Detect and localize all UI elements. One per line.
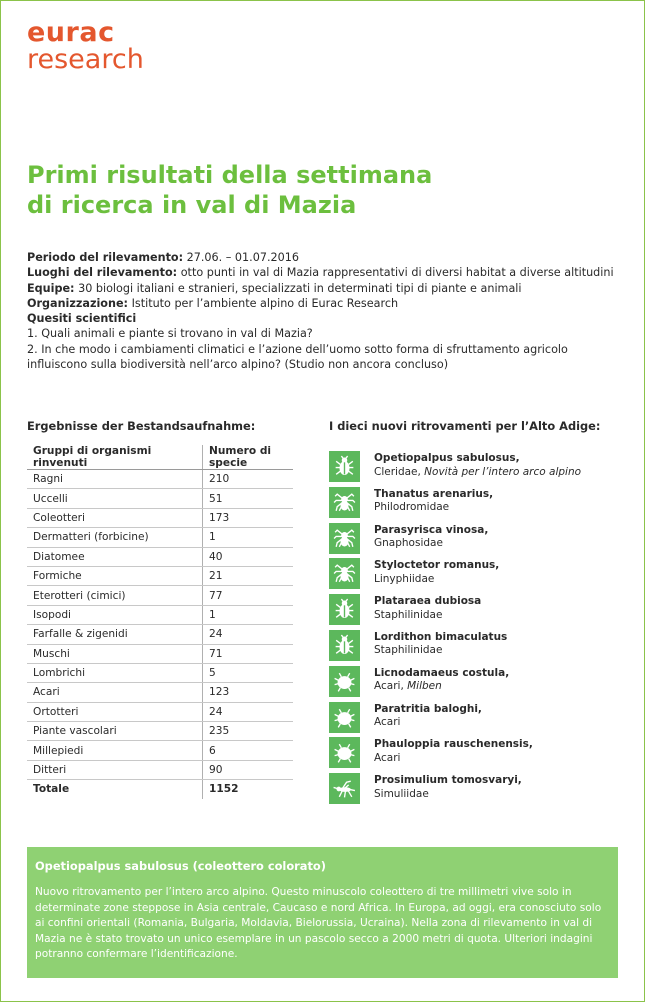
table-row	[27, 760, 293, 779]
group-cell: Lombrichi	[27, 663, 203, 682]
title-line-2: di ricerca in val di Mazia	[27, 191, 357, 219]
find-text	[374, 773, 522, 801]
equipe-label: Equipe:	[27, 281, 75, 295]
mite-icon	[329, 737, 360, 768]
logo-line-1: eurac	[27, 17, 115, 48]
count-cell: 6	[203, 741, 294, 760]
species-name: Thanatus arenarius,	[374, 487, 494, 500]
col-header-group: Gruppi di organismi rinvenuti	[27, 445, 203, 470]
group-cell: Acari	[27, 683, 203, 702]
find-text	[374, 487, 493, 515]
table-row	[27, 470, 293, 489]
survey-info	[27, 250, 622, 372]
group-cell: Piante vascolari	[27, 722, 203, 741]
count-cell: 77	[203, 586, 294, 605]
count-cell: 71	[203, 644, 294, 663]
page-title	[27, 160, 587, 220]
spider-icon	[329, 523, 360, 554]
find-text	[374, 523, 488, 551]
info-organizzazione	[27, 296, 622, 311]
group-cell: Uccelli	[27, 489, 203, 508]
count-cell: 1	[203, 605, 294, 624]
mite-icon	[329, 666, 360, 697]
species-note: Novità per l’intero arco alpino	[420, 465, 582, 478]
species-name: Opetiopalpus sabulosus,	[374, 452, 520, 464]
group-cell: Eterotteri (cimici)	[27, 586, 203, 605]
table-header-row	[27, 445, 293, 470]
org-value: Istituto per l’ambiente alpino di Eurac Research	[128, 296, 399, 310]
luoghi-label: Luoghi del rilevamento:	[27, 266, 178, 280]
table-row	[27, 683, 293, 702]
table-row	[27, 663, 293, 682]
info-luoghi	[27, 265, 622, 280]
table-row	[27, 722, 293, 741]
find-text	[374, 630, 507, 658]
table-row	[27, 644, 293, 663]
total-label: Totale	[33, 783, 70, 796]
table-row	[27, 625, 293, 644]
species-table-body	[27, 470, 293, 799]
species-family: Acari,	[374, 680, 404, 693]
highlight-text: Nuovo ritrovamento per l’intero arco alpino. Questo minuscolo coleottero di tre millimetri vive solo in determinate zone steppose in Asia centrale, Caucaso e nord Africa. In Europa, ad oggi, era conosciuto solo ai confini orientali (Romania, Bulgaria, Moldavia, Bielorussia, Ucraina). Nella zona di rilevamento in val di Mazia ne è stato trovato un unico esemplare in un pascolo secco a 2000 metri di quota. Ulteriori indagini potranno confermare l’identificazione.	[35, 886, 602, 961]
table-row	[27, 547, 293, 566]
species-family-line	[374, 680, 509, 694]
species-family: Staphilinidae	[374, 608, 443, 621]
new-finds-list	[329, 451, 619, 809]
spider-icon	[329, 487, 360, 518]
count-cell: 5	[203, 663, 294, 682]
group-cell: Ortotteri	[27, 702, 203, 721]
species-name: Prosimulium tomosvaryi,	[374, 774, 522, 787]
find-item	[329, 451, 619, 487]
species-table	[27, 445, 293, 799]
find-item	[329, 702, 619, 738]
spider-icon	[329, 558, 360, 589]
find-item	[329, 594, 619, 630]
group-cell: Formiche	[27, 566, 203, 585]
species-family-line	[374, 609, 481, 623]
find-item	[329, 487, 619, 523]
group-cell: Dermatteri (forbicine)	[27, 528, 203, 547]
count-cell: 173	[203, 508, 294, 527]
eurac-logo	[27, 17, 144, 75]
species-family: Philodromidae	[374, 501, 450, 514]
find-text	[374, 558, 499, 586]
find-item	[329, 558, 619, 594]
find-item	[329, 523, 619, 559]
find-text	[374, 737, 533, 765]
group-cell: Muschi	[27, 644, 203, 663]
periodo-label: Periodo del rilevamento:	[27, 251, 184, 264]
org-label: Organizzazione:	[27, 296, 129, 310]
species-family-line	[374, 752, 533, 766]
table-row	[27, 489, 293, 508]
table-row	[27, 508, 293, 527]
species-family-line	[374, 573, 499, 587]
table-row	[27, 702, 293, 721]
count-cell: 210	[203, 470, 294, 489]
col-header-count: Numero di specie	[203, 445, 294, 470]
species-name: Parasyrisca vinosa,	[374, 523, 489, 536]
count-cell: 51	[203, 489, 294, 508]
count-cell: 1	[203, 528, 294, 547]
total-row	[27, 780, 293, 799]
title-line-1: Primi risultati della settimana	[27, 161, 433, 189]
species-family: Linyphiidae	[374, 572, 435, 585]
count-cell: 21	[203, 566, 294, 585]
species-family: Gnaphosidae	[374, 537, 443, 550]
results-heading: Ergebnisse der Bestandsaufnahme:	[27, 419, 256, 433]
total-value: 1152	[203, 780, 294, 799]
species-name: Phauloppia rauschenensis,	[374, 738, 533, 751]
find-item	[329, 773, 619, 809]
info-periodo	[27, 250, 622, 265]
count-cell: 40	[203, 547, 294, 566]
find-text	[374, 451, 581, 479]
mosquito-icon	[329, 773, 360, 804]
species-name: Styloctetor romanus,	[374, 559, 500, 572]
mite-icon	[329, 702, 360, 733]
count-cell: 90	[203, 760, 294, 779]
group-cell: Diatomee	[27, 547, 203, 566]
find-item	[329, 666, 619, 702]
count-cell: 24	[203, 625, 294, 644]
species-family-line	[374, 501, 493, 515]
highlight-box	[27, 847, 618, 978]
find-item	[329, 737, 619, 773]
quesiti-label: Quesiti scientifici	[27, 312, 137, 326]
species-family-line	[374, 788, 522, 802]
species-note: Milben	[403, 680, 442, 693]
species-family: Cleridae,	[374, 465, 421, 478]
find-text	[374, 666, 509, 694]
species-name: Licnodamaeus costula,	[374, 666, 510, 679]
logo-line-2: research	[27, 44, 144, 75]
species-family: Simuliidae	[374, 787, 429, 800]
table-row	[27, 528, 293, 547]
find-text	[374, 594, 481, 622]
table-row	[27, 586, 293, 605]
species-family-line	[374, 537, 488, 551]
species-family-line	[374, 466, 581, 480]
question-2: 2. In che modo i cambiamenti climatici e l’azione dell’uomo sotto forma di sfruttamento agricolo influiscono sulla biodiversità nell’arco alpino? (Studio non ancora concluso)	[27, 342, 568, 372]
count-cell: 235	[203, 722, 294, 741]
group-cell: Coleotteri	[27, 508, 203, 527]
table-row	[27, 605, 293, 624]
species-name: Paratritia baloghi,	[374, 702, 482, 715]
finds-heading: I dieci nuovi ritrovamenti per l’Alto Adige:	[329, 419, 601, 433]
info-quesiti	[27, 311, 622, 326]
luoghi-value: otto punti in val di Mazia rappresentativi di diversi habitat a diverse altitudini	[177, 266, 614, 280]
species-family: Acari	[374, 751, 401, 764]
question-1: 1. Quali animali e piante si trovano in val di Mazia?	[27, 327, 313, 341]
group-cell: Millepiedi	[27, 741, 203, 760]
highlight-title: Opetiopalpus sabulosus (coleottero colorato)	[35, 859, 326, 873]
species-family-line	[374, 644, 507, 658]
table-row	[27, 566, 293, 585]
group-cell: Ragni	[27, 470, 203, 489]
beetle-icon	[329, 451, 360, 482]
species-family-line	[374, 716, 482, 730]
count-cell: 123	[203, 683, 294, 702]
equipe-value: 30 biologi italiani e stranieri, specializzati in determinati tipi di piante e animali	[74, 281, 522, 295]
species-name: Lordithon bimaculatus	[374, 630, 508, 643]
find-item	[329, 630, 619, 666]
group-cell: Farfalle & zigenidi	[27, 625, 203, 644]
beetle-icon	[329, 630, 360, 661]
find-text	[374, 702, 482, 730]
table-row	[27, 741, 293, 760]
info-equipe	[27, 281, 622, 296]
species-name: Plataraea dubiosa	[374, 595, 482, 608]
species-family: Acari	[374, 716, 401, 729]
periodo-value: 27.06. – 01.07.2016	[183, 251, 299, 264]
beetle-icon	[329, 594, 360, 625]
count-cell: 24	[203, 702, 294, 721]
group-cell: Isopodi	[27, 605, 203, 624]
species-family: Staphilinidae	[374, 644, 443, 657]
group-cell: Ditteri	[27, 760, 203, 779]
